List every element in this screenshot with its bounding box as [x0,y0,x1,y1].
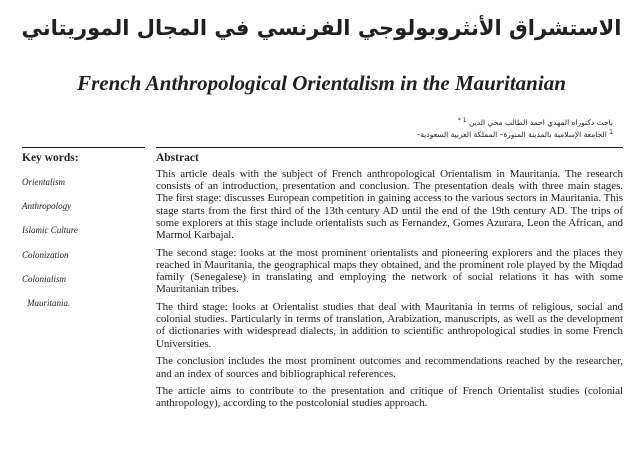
abstract-paragraph: The second stage: looks at the most prominent orientalists and pioneering explorers and the places they reached in Mauritania, the geographical maps they obtained, and the prominent role played by the Miqdad family (Senegalese) in translating and employing the network of social relations it has with some Mauritanian tribes. [156,246,623,296]
abstract-body [156,168,623,415]
arabic-title: الاستشراق الأنثروبولوجي الفرنسي في المجال الموريتاني [21,16,622,40]
author-footnote-marks: 1 * [457,117,467,124]
keywords-heading: Key words: [22,152,79,164]
english-title: French Anthropological Orientalism in the Mauritanian [77,71,566,95]
keyword-item: Islamic Culture [22,225,78,236]
keyword-item: Colonization [22,249,69,260]
keyword-item: Mauritania. [27,297,71,308]
keyword-item: Anthropology [22,201,72,212]
author-affiliation-line [153,129,613,141]
keyword-item: Orientalism [22,177,66,187]
abstract-paragraph: The third stage: looks at Orientalist studies that deal with Mauritania in terms of religious, social and colonial studies. Particularly in terms of translation, Arabization, manuscripts, as well as the development of dictionaries with widespread dialects, in addition to scientific anthropological studies in some French Universities. [156,301,623,350]
keyword-item: Colonialism [22,273,67,284]
affiliation-footnote-mark: 1 [609,129,613,136]
author-name-line [153,117,613,129]
author-affiliation: الجامعة الإسلامية بالمدينة المنورة– المملكة العربية السعودية– [416,130,607,139]
abstract-paragraph: The article aims to contribute to the presentation and critique of French Orientalist studies (colonial anthropology), according to the postcolonial studies approach. [156,385,623,410]
author-name: باحث دكتوراه المهدي احمد الطالب محي الدين [469,118,613,127]
abstract-divider [156,147,623,148]
keywords-list [22,176,147,321]
keywords-divider [22,147,145,148]
abstract-heading: Abstract [156,152,199,164]
abstract-paragraph: This article deals with the subject of French anthropological Orientalism in Mauritania. The research consists of an introduction, presentation and conclusion. The presentation deals with three main stages. The first stage: discusses European competition in gaining access to the various sectors in Mauritania. This stage starts from the first third of the 13th century AD until the end of the 19th century AD. The trips of some explorers at this stage include orientalists such as Fernandez, Gomes Azurara, Leon the African, and Marmol Karbajal. [156,168,623,242]
abstract-paragraph: The conclusion includes the most prominent outcomes and recommendations reached by the researcher, and an index of sources and bibliographical references. [156,355,623,380]
author-block [153,117,613,141]
